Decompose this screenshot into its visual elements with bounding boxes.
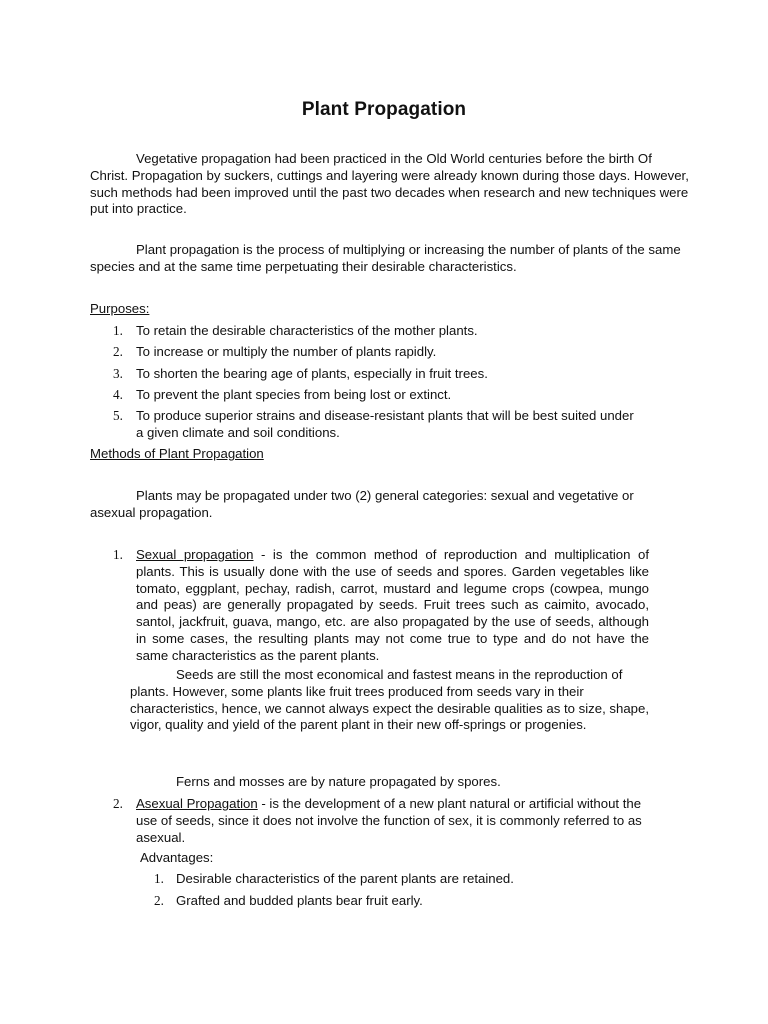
- purposes-heading: Purposes:: [90, 301, 150, 316]
- list-number: 1.: [113, 323, 123, 338]
- list-number: 2.: [154, 893, 164, 908]
- ferns-paragraph: Ferns and mosses are by nature propagated by spores.: [176, 774, 501, 789]
- list-number: 1.: [113, 547, 123, 562]
- sexual-propagation-term: Sexual propagation: [136, 547, 254, 562]
- asexual-propagation-term: Asexual Propagation: [136, 796, 258, 811]
- page-title: Plant Propagation: [301, 99, 467, 120]
- sexual-propagation-text: - is the common method of reproduction and multiplication of plants. This is usually done with the use of seeds and spores. Garden vegetables like tomato, eggplant, pechay, radish, carrot, mustard and legume crops (cowpea, mungo and peas) are generally propagated by seeds. Fruit trees such as caimito, avocado, santol, jackfruit, guava, mango, etc. are also propagated by the use of seeds, although in some cases, the resulting plants may not come true to type and do not have the same characteristics as the parent plants.: [136, 547, 649, 663]
- list-item: To prevent the plant species from being lost or extinct.: [136, 387, 452, 402]
- list-item: To increase or multiply the number of plants rapidly.: [136, 344, 437, 359]
- methods-intro-paragraph: Plants may be propagated under two (2) general categories: sexual and vegetative or asexual propagation.: [90, 488, 634, 520]
- advantages-heading: Advantages:: [140, 850, 214, 865]
- list-number: 3.: [113, 366, 123, 381]
- list-item: To produce superior strains and disease-resistant plants that will be best suited under a given climate and soil conditions.: [136, 408, 634, 440]
- intro-paragraph: Vegetative propagation had been practiced in the Old World centuries before the birth Of Christ. Propagation by suckers, cuttings and layering were already known during those days. However, such methods had been improved until the past two decades when research and new techniques were put into practice.: [90, 151, 689, 217]
- asexual-propagation-item: [136, 796, 656, 846]
- methods-heading: Methods of Plant Propagation: [90, 446, 264, 461]
- sexual-propagation-item: [136, 547, 649, 665]
- asexual-propagation-text: - is the development of a new plant natural or artificial without the use of seeds, since it does not involve the function of sex, it is commonly referred to as asexual.: [136, 796, 642, 845]
- list-item: To shorten the bearing age of plants, especially in fruit trees.: [136, 366, 488, 381]
- list-number: 4.: [113, 387, 123, 402]
- advantage-item: Desirable characteristics of the parent plants are retained.: [176, 871, 514, 886]
- list-item: To retain the desirable characteristics of the mother plants.: [136, 323, 478, 338]
- list-number: 5.: [113, 408, 123, 423]
- advantage-item: Grafted and budded plants bear fruit early.: [176, 893, 423, 908]
- list-number: 2.: [113, 344, 123, 359]
- list-number: 2.: [113, 796, 123, 811]
- definition-paragraph: Plant propagation is the process of multiplying or increasing the number of plants of the same species and at the same time perpetuating their desirable characteristics.: [90, 242, 681, 274]
- list-number: 1.: [154, 871, 164, 886]
- seeds-paragraph: Seeds are still the most economical and fastest means in the reproduction of plants. However, some plants like fruit trees produced from seeds vary in their characteristics, hence, we cannot always expect the desirable qualities as to size, shape, vigor, quality and yield of the parent plant in their new off-springs or progenies.: [130, 667, 649, 733]
